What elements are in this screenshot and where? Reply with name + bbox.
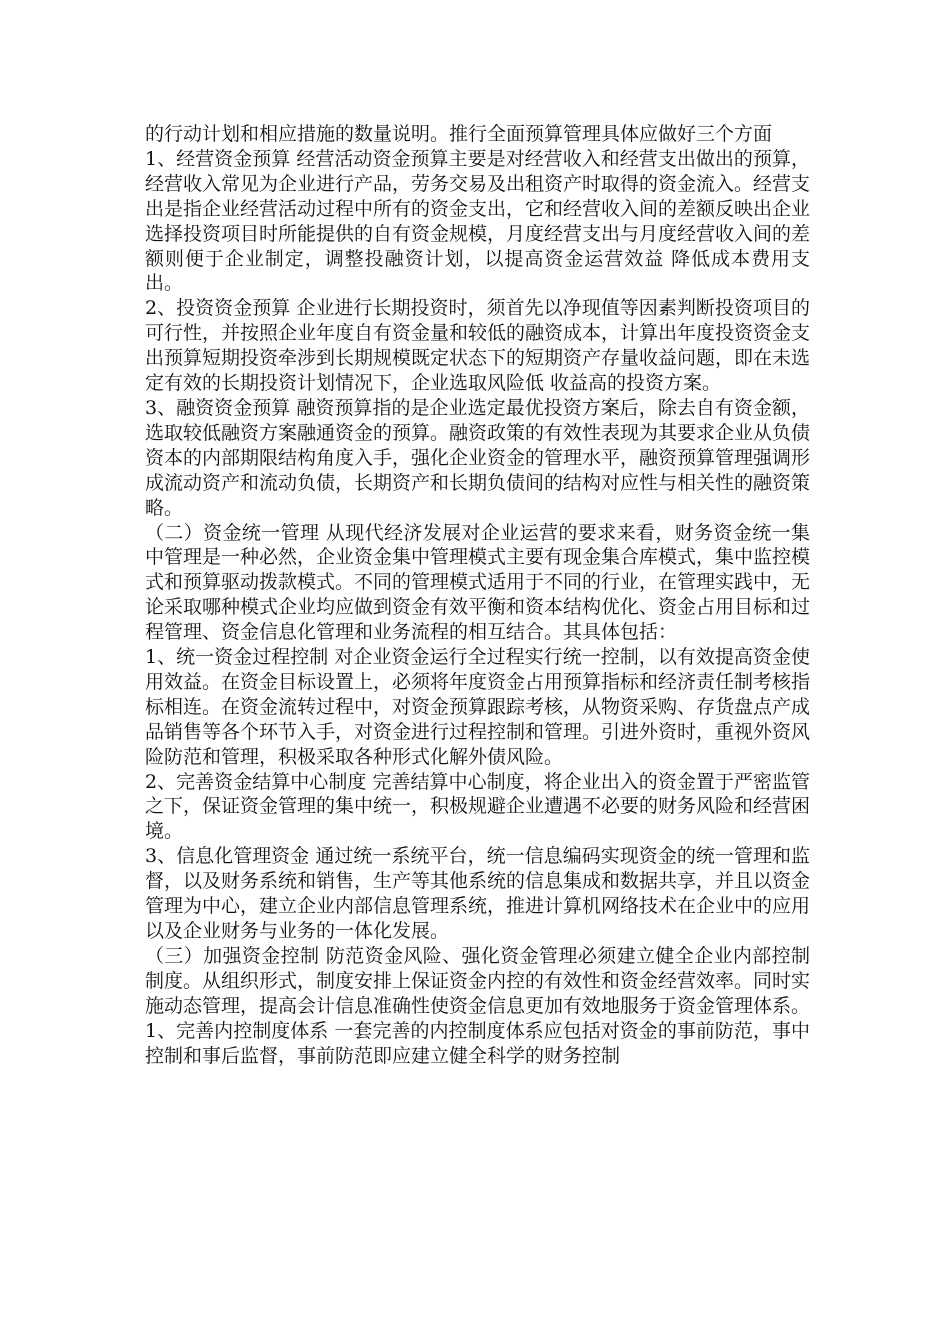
paragraph-unified-process-control: 1、统一资金过程控制 对企业资金运行全过程实行统一控制，以有效提高资金使用效益。在资金目标设置上，必须将年度资金占用预算指标和经济责任制考核指标相连。在资金流转过程中，对资金预算跟踪考核，从物资采购、存货盘点产成品销售等各个环节入手，对资金进行过程控制和管理。引进外资时，重视外资风险防范和管理，积极采取各种形式化解外债风险。 <box>145 646 811 768</box>
paragraph-internal-control-system: 1、完善内控制度体系 一套完善的内控制度体系应包括对资金的事前防范，事中控制和事后监督，事前防范即应建立健全科学的财务控制 <box>145 1019 810 1067</box>
paragraph-settlement-center: 2、完善资金结算中心制度 完善结算中心制度，将企业出入的资金置于严密监管之下，保证资金管理的集中统一，积极规避企业遭遇不必要的财务风险和经营困境。 <box>145 770 811 843</box>
paragraph-strengthen-fund-control: （三）加强资金控制 防范资金风险、强化资金管理必须建立健全企业内部控制制度。从组织形式，制度安排上保证资金内控的有效性和资金经营效率。同时实施动态管理，提高会计信息准确性使资金信息更加有效地服务于资金管理体系。 <box>145 944 811 1017</box>
paragraph-intro-continuation: 的行动计划和相应措施的数量说明。推行全面预算管理具体应做好三个方面 <box>145 123 773 145</box>
paragraph-operating-fund-budget: 1、经营资金预算 经营活动资金预算主要是对经营收入和经营支出做出的预算，经营收入常见为企业进行产品，劳务交易及出租资产时取得的资金流入。经营支出是指企业经营活动过程中所有的资金支出，它和经营收入间的差额反映出企业选择投资项目时所能提供的自有资金规模，月度经营支出与月度经营收入间的差额则便于企业制定，调整投融资计划，以提高资金运营效益 降低成本费用支出。 <box>145 147 811 295</box>
paragraph-investment-fund-budget: 2、投资资金预算 企业进行长期投资时，须首先以净现值等因素判断投资项目的可行性，并按照企业年度自有资金量和较低的融资成本，计算出年度投资资金支出预算短期投资牵涉到长期规模既定状态下的短期资产存量收益问题，即在未选定有效的长期投资计划情况下，企业选取风险低 收益高的投资方案。 <box>145 297 811 395</box>
paragraph-financing-fund-budget: 3、融资资金预算 融资预算指的是企业选定最优投资方案后，除去自有资金额，选取较低融资方案融通资金的预算。融资政策的有效性表现为其要求企业从负债资本的内部期限结构角度入手，强化企业资金的管理水平，融资预算管理强调形成流动资产和流动负债，长期资产和长期负债间的结构对应性与相关性的融资策略。 <box>145 396 811 519</box>
paragraph-unified-fund-management: （二）资金统一管理 从现代经济发展对企业运营的要求来看，财务资金统一集中管理是一种必然，企业资金集中管理模式主要有现金集合库模式，集中监控模式和预算驱动拨款模式。不同的管理模式适用于不同的行业，在管理实践中，无论采取哪种模式企业均应做到资金有效平衡和资本结构优化、资金占用目标和过程管理、资金信息化管理和业务流程的相互结合。其具体包括： <box>145 521 811 644</box>
paragraph-information-management: 3、信息化管理资金 通过统一系统平台，统一信息编码实现资金的统一管理和监督，以及财务系统和销售，生产等其他系统的信息集成和数据共享，并且以资金管理为中心，建立企业内部信息管理系统，推进计算机网络技术在企业中的应用以及企业财务与业务的一体化发展。 <box>145 845 811 942</box>
document-body <box>145 122 810 1068</box>
